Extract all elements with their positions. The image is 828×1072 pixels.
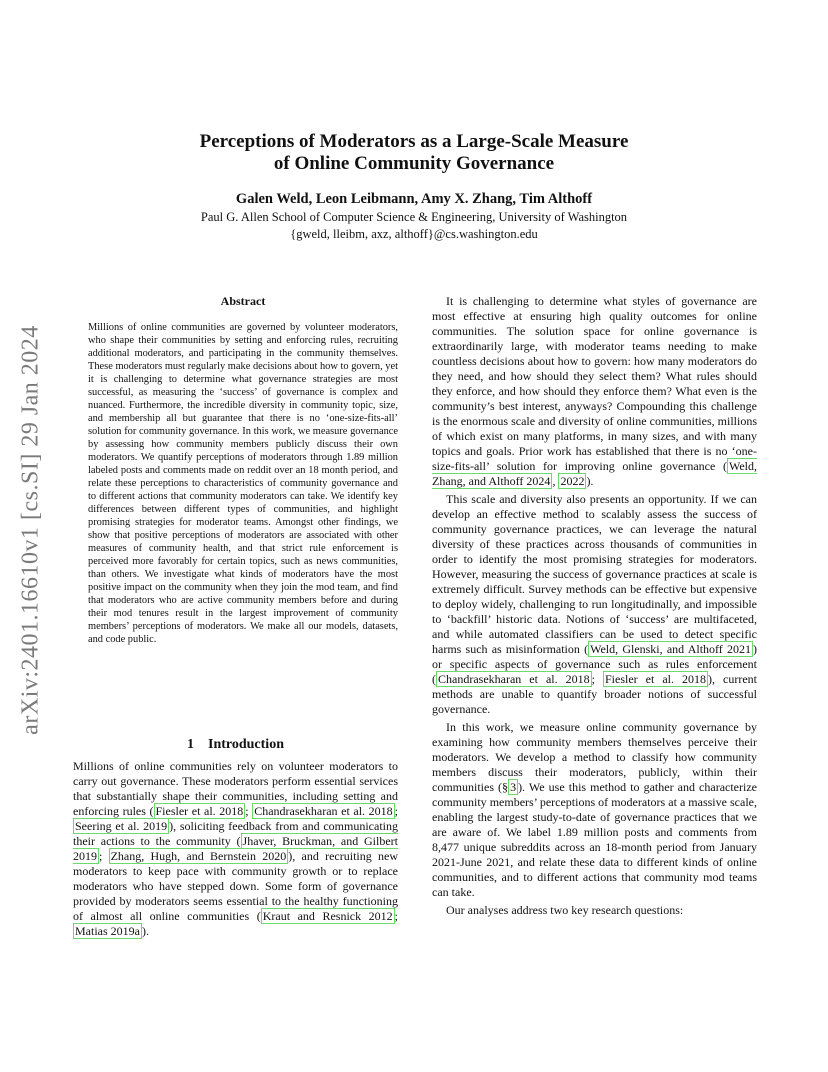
paper-title — [150, 131, 678, 175]
introduction-paragraph — [73, 759, 398, 939]
citation-link[interactable]: Zhang, Hugh, and Bernstein 2020 — [110, 849, 287, 863]
section-number: 1 — [187, 737, 194, 752]
text-run: ; — [99, 849, 109, 863]
text-run: ; — [591, 672, 603, 686]
section-reference-link[interactable]: 3 — [510, 780, 517, 794]
citation-link[interactable]: Chandrasekharan et al. 2018 — [438, 672, 590, 686]
citation-link[interactable]: Fiesler et al. 2018 — [604, 672, 706, 686]
text-run: ). We use this method to gather and characterize community members’ perceptions of moderators at a massive scale, enabling the largest study-to-date of governance practices that we are aware of. We label 1.89 million posts and comments from 8,477 unique subreddits across an 18-month period from January 2021-June 2021, and relate these data to different kinds of online communities, and to different actions that community mod teams can take. — [432, 780, 757, 899]
text-run: ). — [142, 924, 149, 938]
title-line-2: of Online Community Governance — [273, 153, 555, 174]
text-run: This scale and diversity also presents an opportunity. If we can develop an effective method to scalably assess the success of community governance practices, we can leverage the natural diversity of these practices across thousands of communities in order to identify the most promising strategies for moderators. However, measuring the success of governance practices at scale is extremely difficult. Survey methods can be effective but expensive to deploy widely, challenging to run longitudinally, and impossible to ‘backfill’ historic data. Notions of ‘success’ are multifaceted, and while automated classifiers can be used to detect specific harms such as misinformation ( — [432, 492, 757, 656]
citation-link[interactable]: Fiesler et al. 2018 — [155, 804, 244, 818]
paragraph — [432, 720, 757, 900]
arxiv-identifier — [17, 300, 44, 760]
text-run: , — [552, 474, 559, 488]
citation-link[interactable]: Weld, Zhang, and Althoff 2024 — [432, 459, 757, 488]
citation-link[interactable]: Chandrasekharan et al. 2018 — [254, 804, 393, 818]
text-run: In this work, we measure online community governance by examining how community members themselves perceive their moderators. We develop a method to classify how community members discuss their moderators, publicly, within their communities (§ — [432, 720, 757, 794]
text-run: ) or specific aspects of governance such as rules enforcement ( — [432, 642, 757, 686]
text-run: ), soliciting feedback from and communicating their actions to the community ( — [73, 819, 398, 848]
citation-link[interactable]: Kraut and Resnick 2012 — [262, 909, 393, 923]
paragraph — [432, 492, 757, 717]
section-heading-introduction — [73, 737, 398, 753]
text-run: ), and recruiting new moderators to keep pace with community growth or to replace moderators who have stepped down. Some form of governance provided by moderators seems essential to the healthy functioning of almost all online communities ( — [73, 849, 398, 923]
text-run: ). — [586, 474, 594, 488]
citation-link[interactable]: Seering et al. 2019 — [75, 819, 168, 833]
abstract-heading: Abstract — [220, 294, 266, 308]
affiliation: Paul G. Allen School of Computer Science & Engineering, University of Washington — [200, 210, 628, 224]
text-run: ), current methods are unable to quantify broader notions of successful governance. — [432, 672, 757, 716]
authors: Galen Weld, Leon Leibmann, Amy X. Zhang, Tim Althoff — [235, 191, 593, 207]
text-run: ; — [394, 804, 398, 818]
citation-link[interactable]: Weld, Glenski, and Althoff 2021 — [590, 642, 751, 656]
section-title: Introduction — [208, 737, 284, 752]
right-column — [432, 294, 757, 921]
author-emails: {gweld, lleibm, axz, althoff}@cs.washington.edu — [290, 227, 538, 241]
citation-link[interactable]: 2022 — [560, 474, 585, 488]
arxiv-id-text: arXiv:2401.16610v1 [cs.SI] 29 Jan 2024 — [17, 325, 44, 735]
text-run: Millions of online communities rely on volunteer moderators to carry out governance. These moderators perform essential services that substantially shape their communities, including setting and enforcing rules ( — [73, 759, 398, 818]
citation-link[interactable]: Jhaver, Bruckman, and Gilbert 2019 — [73, 834, 399, 863]
text-run: It is challenging to determine what styles of governance are most effective at ensuring high quality outcomes for online communities. The solution space for online governance is extraordinarily large, with moderator teams needing to make countless decisions about how to govern: how many moderators do they need, and how should they select them? What rules should they enforce, and how should they enforce them? What even is the community’s best interest, anyways? Compounding this challenge is the enormous scale and diversity of online communities, millions of which exist on many platforms, in many sizes, and with many topics and goals. Prior work has established that there is no ‘one-size-fits-all’ solution for improving online governance ( — [432, 294, 757, 473]
abstract-text: Millions of online communities are governed by volunteer moderators, who shape their communities by setting and enforcing rules, recruiting additional moderators, and participating in the community themselves. These moderators must regularly make decisions about how to govern, yet it is challenging to determine what governance strategies are most successful, as measuring the ‘success’ of governance is complex and nuanced. Furthermore, the incredible diversity in community topic, size, and membership all but guarantee that there is no ‘one-size-fits-all’ solution for community governance. In this work, we measure governance by assessing how community members publicly discuss their own moderators. We quantify perceptions of moderators through 1.89 million labeled posts and comments made on reddit over an 18 month period, and relate these perceptions to characteristics of community governance and to different actions that community moderators can take. We identify key differences between different types of communities, and highlight promising strategies for moderator teams. Amongst other findings, we show that positive perceptions of moderators are associated with other measures of community health, and that strict rule enforcement is perceived more favorably for certain topics, such as news communities, than others. We investigate what kinds of moderators have the most positive impact on the community when they join the mod team, and find that moderators who are active community members before and during their mod tenures result in the largest improvement of community members’ perceptions of moderators. We make all our models, datasets, and code public. — [88, 322, 398, 645]
text-run: ; — [394, 909, 398, 923]
paragraph — [432, 294, 757, 489]
text-run: ; — [245, 804, 253, 818]
title-line-1: Perceptions of Moderators as a Large-Scale Measure — [199, 131, 629, 152]
paragraph: Our analyses address two key research questions: — [446, 903, 684, 917]
citation-link[interactable]: Matias 2019a — [75, 924, 140, 938]
